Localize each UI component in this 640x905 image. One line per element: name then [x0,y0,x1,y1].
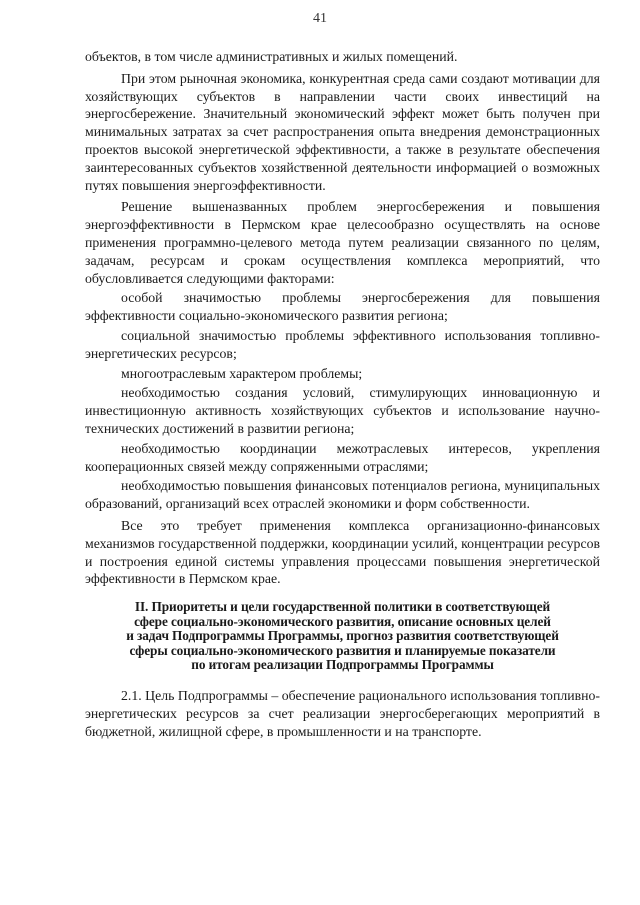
factor-list-item: социальной значимостью проблемы эффективного использования топливно-энергетических ресурсов; [85,327,600,361]
factor-list-item: особой значимостью проблемы энергосбережения для повышения эффективности социально-экономического развития региона; [85,290,600,324]
page-number: 41 [313,11,327,26]
section-heading-line: по итогам реализации Подпрограммы Программы [191,657,494,673]
section-heading-line: и задач Подпрограммы Программы, прогноз развития соответствующей [126,628,559,644]
section-heading [85,600,600,673]
page-content [85,48,600,740]
factor-list-item: необходимостью повышения финансовых потенциалов региона, муниципальных образований, организаций всех отраслей экономики и форм собственности. [85,478,600,512]
factor-list-item: многоотраслевым характером проблемы; [121,365,363,381]
section-heading-line: сферы социально-экономического развития и планируемые показатели [129,642,556,658]
paragraph-continuation: объектов, в том числе административных и жилых помещений. [85,49,458,64]
paragraph-market-economy: При этом рыночная экономика, конкурентная среда сами создают мотивации для хозяйствующих субъектов в направлении части своих инвестиций на энергосбережение. Значительный экономический эффект может быть получен при минимальных затратах за счет распространения опыта внедрения демонстрационных проектов высокой энергетической эффективности, а также в результате обеспечения заинтересованных субъектов хозяйственной деятельности информацией о возможных путях повышения энергоэффективности. [85,70,600,193]
factor-list-item: необходимостью создания условий, стимулирующих инновационную и инвестиционную активность хозяйствующих субъектов и использование научно-технических достижений в развитии региона; [85,385,600,436]
paragraph-subprogram-goal: 2.1. Цель Подпрограммы – обеспечение рационального использования топливно-энергетических ресурсов за счет реализации энергосберегающих мероприятий в бюджетной, жилищной сфере, в промышленности и на транспорте. [85,688,600,739]
section-heading-line: сфере социально-экономического развития, описание основных целей [134,613,551,629]
factor-list-item: необходимостью координации межотраслевых интересов, укрепления кооперационных связей между сопряженными отраслями; [85,440,600,474]
paragraph-requirements: Все это требует применения комплекса организационно-финансовых механизмов государственной поддержки, координации усилий, концентрации ресурсов и построения единой системы управления процессами повышения энергетической эффективности в Пермском крае. [85,517,600,587]
paragraph-solution: Решение вышеназванных проблем энергосбережения и повышения энергоэффективности в Пермском крае целесообразно осуществлять на основе применения программно-целевого метода путем реализации связанного по целям, задачам, ресурсам и срокам осуществления комплекса мероприятий, что обусловливается следующими факторами: [85,199,600,286]
section-heading-line: II. Приоритеты и цели государственной политики в соответствующей [134,599,551,615]
